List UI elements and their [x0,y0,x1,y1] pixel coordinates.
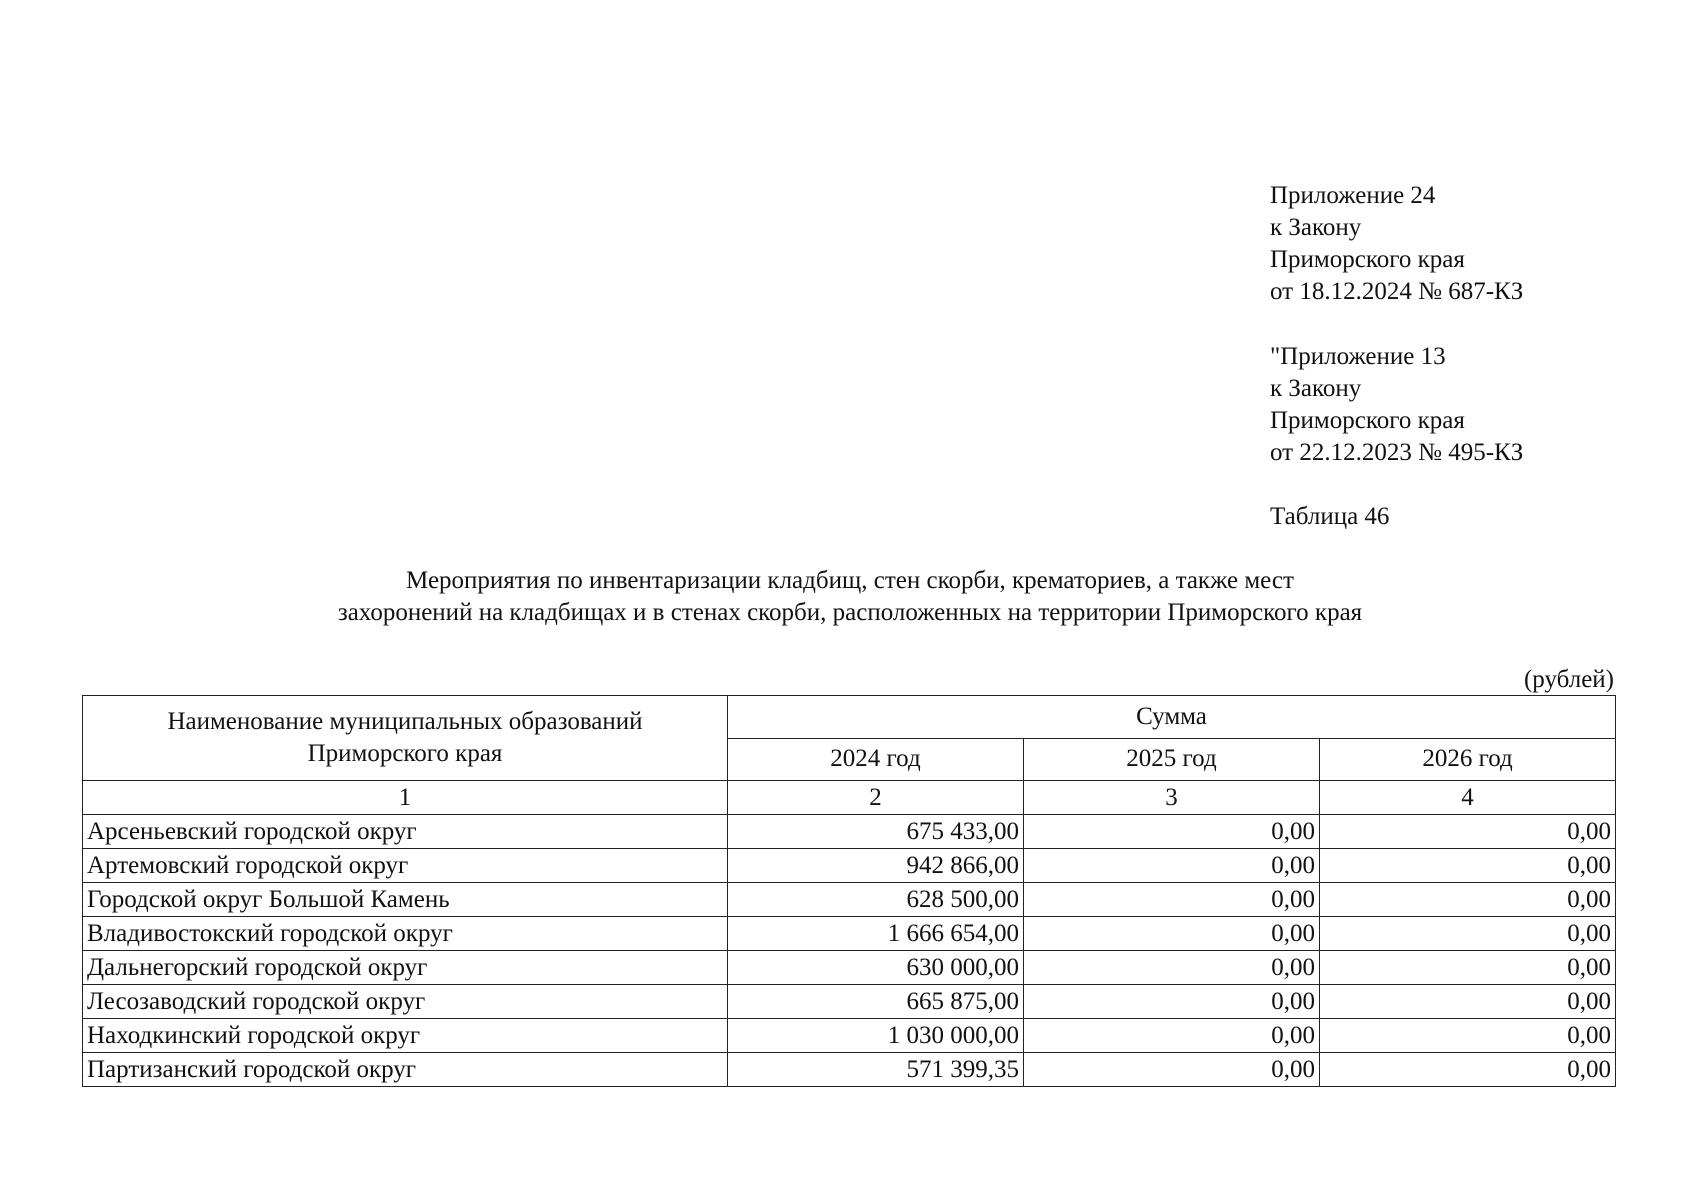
units-label: (рублей) [1523,666,1614,693]
amount-2026: 0,00 [1320,917,1616,951]
title-line: Мероприятия по инвентаризации кладбищ, стен скорби, крематориев, а также мест [406,567,1294,594]
amount-2026: 0,00 [1320,815,1616,849]
amount-2025: 0,00 [1024,951,1320,985]
header-municipality-line: Приморского края [307,740,503,767]
appendix-reference-amended [1270,341,1523,469]
appendix-reference-current [1270,180,1523,308]
municipality-name: Находкинский городской округ [83,1019,728,1053]
municipality-name: Дальнегорский городской округ [83,951,728,985]
appendix-law-label: к Закону [1270,214,1362,241]
header-year-2025: 2025 год [1024,738,1320,781]
column-number: 2 [728,781,1024,815]
amount-2026: 0,00 [1320,985,1616,1019]
header-municipality [83,696,728,781]
municipality-name: Городской округ Большой Камень [83,883,728,917]
amount-2024: 675 433,00 [728,815,1024,849]
header-year-2026: 2026 год [1320,738,1616,781]
appendix-region: Приморского края [1270,407,1465,434]
amount-2024: 571 399,35 [728,1053,1024,1087]
amount-2026: 0,00 [1320,1019,1616,1053]
amount-2025: 0,00 [1024,1053,1320,1087]
appendix-law-date: от 18.12.2024 № 687-КЗ [1270,278,1524,305]
appendix-number: "Приложение 13 [1270,343,1446,370]
amount-2025: 0,00 [1024,917,1320,951]
funding-table [82,695,1616,1087]
municipality-name: Владивостокский городской округ [83,917,728,951]
table-row [83,917,1616,951]
column-number: 3 [1024,781,1320,815]
table-row [83,815,1616,849]
amount-2025: 0,00 [1024,883,1320,917]
table-row [83,985,1616,1019]
municipality-name: Арсеньевский городской округ [83,815,728,849]
municipality-name: Лесозаводский городской округ [83,985,728,1019]
table-row [83,1053,1616,1087]
title-line: захоронений на кладбищах и в стенах скорби, расположенных на территории Приморского края [337,599,1363,626]
header-municipality-line: Наименование муниципальных образований [167,708,643,735]
amount-2026: 0,00 [1320,951,1616,985]
amount-2024: 942 866,00 [728,849,1024,883]
document-title [150,565,1550,629]
header-year-2024: 2024 год [728,738,1024,781]
amount-2026: 0,00 [1320,883,1616,917]
amount-2025: 0,00 [1024,815,1320,849]
amount-2024: 630 000,00 [728,951,1024,985]
municipality-name: Партизанский городской округ [83,1053,728,1087]
table-row [83,849,1616,883]
amount-2025: 0,00 [1024,849,1320,883]
table-row [83,883,1616,917]
appendix-region: Приморского края [1270,246,1465,273]
amount-2025: 0,00 [1024,1019,1320,1053]
column-number: 4 [1320,781,1616,815]
table-row [83,1019,1616,1053]
table-label: Таблица 46 [1270,503,1390,530]
amount-2026: 0,00 [1320,1053,1616,1087]
appendix-number: Приложение 24 [1270,182,1436,209]
appendix-law-date: от 22.12.2023 № 495-КЗ [1270,439,1524,466]
table-row [83,951,1616,985]
appendix-law-label: к Закону [1270,375,1362,402]
column-number-row [83,781,1616,815]
amount-2024: 1 030 000,00 [728,1019,1024,1053]
header-sum: Сумма [728,696,1616,739]
column-number: 1 [83,781,728,815]
amount-2024: 1 666 654,00 [728,917,1024,951]
amount-2024: 665 875,00 [728,985,1024,1019]
municipality-name: Артемовский городской округ [83,849,728,883]
amount-2024: 628 500,00 [728,883,1024,917]
amount-2026: 0,00 [1320,849,1616,883]
amount-2025: 0,00 [1024,985,1320,1019]
